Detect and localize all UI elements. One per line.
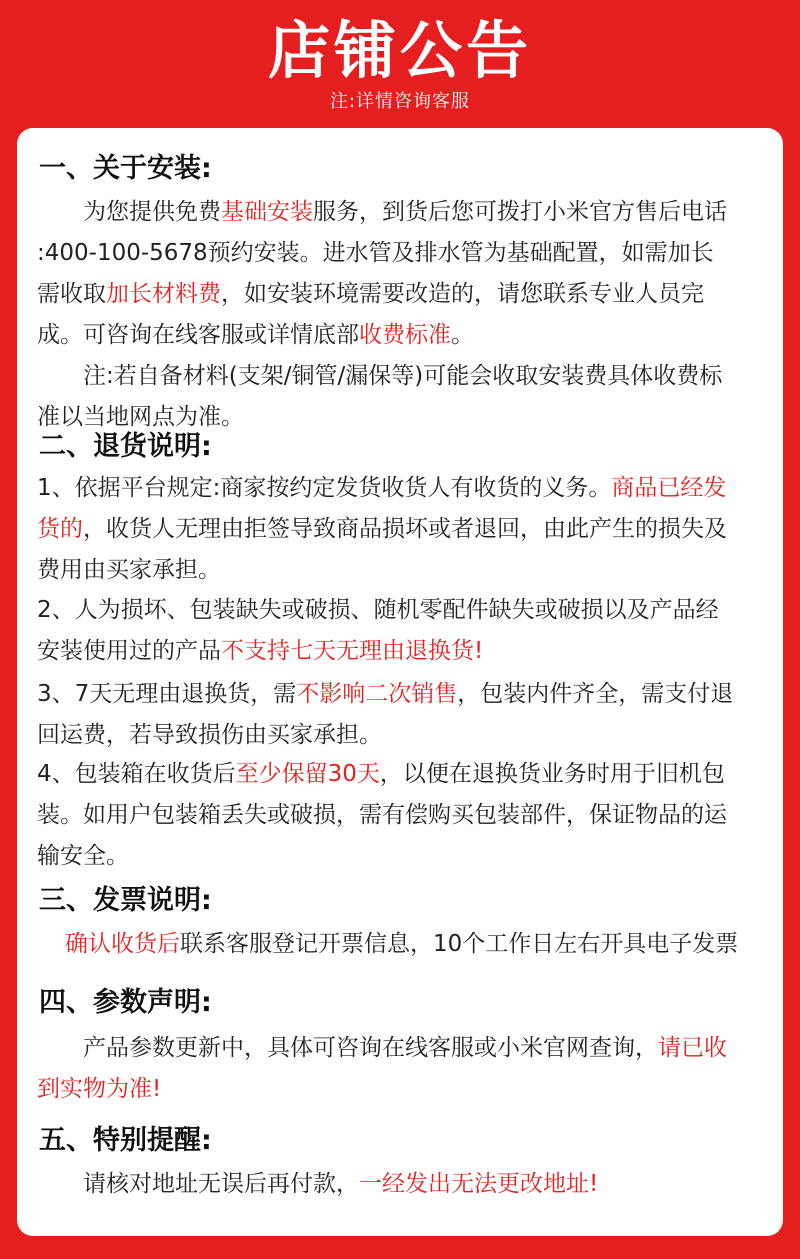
highlight-extension-fee: 加长材料费 <box>106 281 221 307</box>
section-reminder-body: 请核对地址无误后再付款，一经发出无法更改地址! <box>83 1171 599 1197</box>
returns-item-1: 1、依据平台规定:商家按约定发货收货人有收货的义务。商品已经发 货的，收货人无理由拒签导致商品损坏或者退回，由此产生的损失及 费用由买家承担。 <box>37 475 727 583</box>
section-install-body <box>37 192 767 438</box>
notice-header <box>0 0 800 128</box>
install-note-2: 准以当地网点为准。 <box>37 404 244 430</box>
highlight-fee-standard: 收费标准 <box>359 322 451 348</box>
install-line-2: :400-100-5678预约安装。进水管及排水管为基础配置，如需加长 <box>37 240 714 266</box>
returns-item-3: 3、7天无理由退换货，需不影响二次销售，包装内件齐全，需支付退 回运费，若导致损伤由买家承担。 <box>37 681 734 748</box>
section-returns-heading: 二、退货说明: <box>39 431 212 462</box>
returns-item-2: 2、人为损坏、包装缺失或破损、随机零配件缺失或破损以及产品经 安装使用过的产品不支持七天无理由退换货! <box>37 597 719 664</box>
section-invoice-body: 确认收货后联系客服登记开票信息，10个工作日左右开具电子发票 <box>65 931 739 957</box>
highlight-basic-install: 基础安装 <box>221 199 313 225</box>
section-reminder-heading: 五、特别提醒: <box>39 1125 212 1156</box>
section-params-body: 产品参数更新中，具体可咨询在线客服或小米官网查询，请已收 到实物为准! <box>37 1035 727 1102</box>
install-line-3: 需收取加长材料费，如安装环境需要改造的，请您联系专业人员完 <box>37 281 704 307</box>
section-install-heading: 一、关于安装: <box>39 153 212 184</box>
install-note-1: 注:若自备材料(支架/铜管/漏保等)可能会收取安装费具体收费标 <box>83 363 723 389</box>
notice-panel <box>17 128 783 1236</box>
page-title: 店铺公告 <box>267 14 532 87</box>
section-invoice-heading: 三、发票说明: <box>39 885 212 916</box>
page-subtitle: 注:详情咨询客服 <box>329 91 471 112</box>
returns-item-4: 4、包装箱在收货后至少保留30天，以便在退换货业务时用于旧机包 装。如用户包装箱丢失或破损，需有偿购买包装部件，保证物品的运 输安全。 <box>37 761 727 869</box>
section-params-heading: 四、参数声明: <box>39 987 212 1018</box>
install-line-4: 成。可咨询在线客服或详情底部收费标准。 <box>37 322 474 348</box>
install-line-1: 为您提供免费基础安装服务，到货后您可拨打小米官方售后电话 <box>83 199 727 225</box>
